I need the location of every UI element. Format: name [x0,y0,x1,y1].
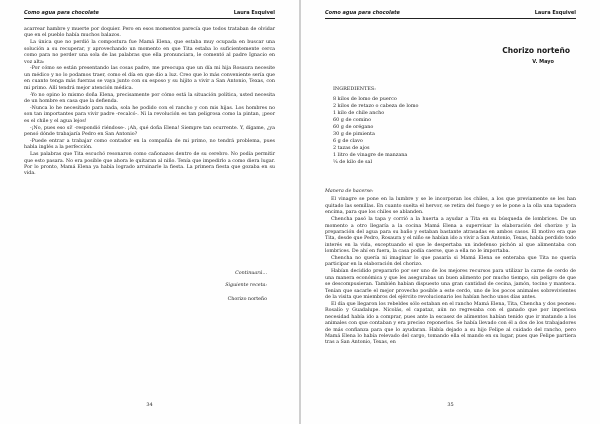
paragraph: Habían decidido prepararlo por ser uno de los mejores recursos para utilizar la carne de cerdo de una manera económica y que les asegurabas un buen alimento por mucho tiempo, sin peligro de que se descompusieran. También habían dispuesto una gran cantidad de cecina, jamón, tocino y manteca. Tenían que sacarle el mejor provecho posible a este cerdo, uno de los pocos animales sobrevivientes de la visita que miembros del ejército revolucionario les habían hecho unos días antes. [325,269,576,300]
ingredients-list [333,96,418,166]
book-title: Como agua para chocolate [325,10,400,16]
paragraph: -Yo no opino lo mismo doña Elena, precisamente por cómo está la situación política, usted necesita de un hombre en casa que la defienda. [24,92,275,104]
paragraph: La única que no perdió la compostura fue Mamá Elena, que estaba muy ocupada en buscar una solución a su recuperar, y aprovechando un momento en que Tita estaba lo suficientemente cerca como para no perder una sola de las palabras que ella pronunciara, le comentó al padre Ignacio en voz alta: [24,40,275,65]
book-title: Como agua para chocolate [24,10,99,16]
paragraph: -Puede entrar a trabajar como contador en la compañía de mi primo, no tendrá problema, pues habla inglés a la perfección. [24,138,275,151]
ingredient-item: 60 g de comino [333,117,372,123]
siguiente-receta-label: Siguiente receta: [225,283,267,288]
paragraph: -¡No, pues eso sí! -respondió riéndose-. ¡Ah, qué doña Elena! Siempre tan ocurrente. Y, dígame, ¿ya pensó dónde trabajaría Pedro en San Antonio? [24,125,275,137]
ingredients-title: INGREDIENTES: [333,86,376,92]
paragraph: Las palabras que Tita escuchó resonaron como cañonazos dentro de su cerebro. No podía permitir que esto pasara. No era posible que ahora le quitaran al niño. Tenía que impedirlo a como diera lugar. Por lo pronto, Mamá Elena ya había logrado arruinarle la fiesta. La primera fiesta que gozaba en su vida. [24,152,275,177]
continua-label: Continuará... [235,271,267,276]
ingredient-item: 30 g de pimienta [333,131,375,137]
paragraph: El día que llegaron los rebeldes sólo estaban en el rancho Mamá Elena, Tita, Chencha y dos peones: Rosalío y Guadalupe. Nicolás, el capataz, aún no regresaba con el ganado que por imperiosa necesidad había ido a comprar, pues ante la escasez de alimentos habían tenido que ir matando a los animales con que contaban y era preciso reponerlos. Se había llevado con él a dos de los trabajadores de más confianza para que lo ayudaran. Había dejado a su hijo Felipe al cuidado del rancho, pero Mamá Elena lo había relevado del cargo, tomando ella el mando en su lugar, pues que Felipe partiera tras a San Antonio, Texas, en [325,301,576,346]
right-page [301,0,600,424]
paragraph: Chencha no quería ni imaginar lo que pasaría si Mamá Elena se enteraba que Tita no quería participar en la elaboración del chorizo. [325,256,576,268]
running-head-right [325,10,576,19]
ingredient-item: 1 kilo de chile ancho [333,110,385,116]
right-body-text [325,189,576,347]
page-number-left: 34 [146,402,153,408]
ingredient-item: 6 g de clavo [333,138,363,144]
author-name: Laura Esquivel [233,10,275,16]
paragraph: -Nunca lo he necesitado para nada, sola he podido con el rancho y con mis hijas. Los hombres no son tan importantes para vivir padre -recalcó-. Ni la revolución es tan peligrosa como la pintan, ¡peor es el chile y el agua lejos! [24,105,275,124]
next-recipe-name: Chorizo norteño [227,297,267,302]
author-name: Laura Esquivel [534,10,576,16]
paragraph: acarrear hambre y muerte por doquier. Pero en esos momentos parecía que todos trataban de olvidar que en el pueblo había muchos balazos. [24,27,275,39]
chapter-title: Chorizo norteño [502,46,570,55]
running-head-left [24,10,275,19]
paragraph: El vinagre se pone en la lumbre y se le incorporan los chiles, a los que previamente se les han quitado las semillas. En cuanto suelta el hervor, se retira del fuego y se le pone a la olla una tapadera encima, para que los chiles se ablanden. [325,197,576,216]
ingredient-item: ¼ de kilo de sal [333,159,373,165]
ingredient-item: 60 g de orégano [333,124,374,130]
ingredient-item: 8 kilos de lomo de puerco [333,96,397,102]
chapter-month: V. Mayo [532,59,554,65]
page-number-right: 35 [447,402,454,408]
ingredient-item: 2 tazas de ajos [333,145,370,151]
left-body-text [24,27,275,178]
paragraph: -Por cómo se están presentando las cosas padre, me preocupa que un día mi hija Rosaura necesite un médico y no lo podamos traer, como el día en que dio a luz. Creo que lo más conveniente sería que en cuanto tenga más fuerzas se vaya junto con su esposo y su hijito a vivir a San Antonio, Texas, con mi primo. Allí tendrá mejor atención médica. [24,66,275,91]
ingredient-item: 1 litro de vinagre de manzana [333,152,408,158]
manera-heading: Manera de hacerse: [325,189,374,194]
ingredients-block [333,86,418,166]
paragraph: Chencha pasó la tapa y corrió a la huerta a ayudar a Tita en su búsqueda de lombrices. De un momento a otro llegaría a la cocina Mamá Elena a supervisar la elaboración del chorizo y la preparación del agua para su baño y estaban bastante atrasadas en ambos casos. El motivo era que Tita, desde que Pedro, Rosaura y el niño se habían ido a vivir a San Antonio, Texas, había perdido todo interés en la vida, exceptuando el que le despertaba un indefenso pichón al que alimentaba con lombrices. De ahí en fuera, la casa podía caerse, que a ella no le importaba. [325,217,576,255]
left-page [0,0,299,424]
ingredient-item: 2 kilos de retazo o cabeza de lomo [333,103,419,109]
